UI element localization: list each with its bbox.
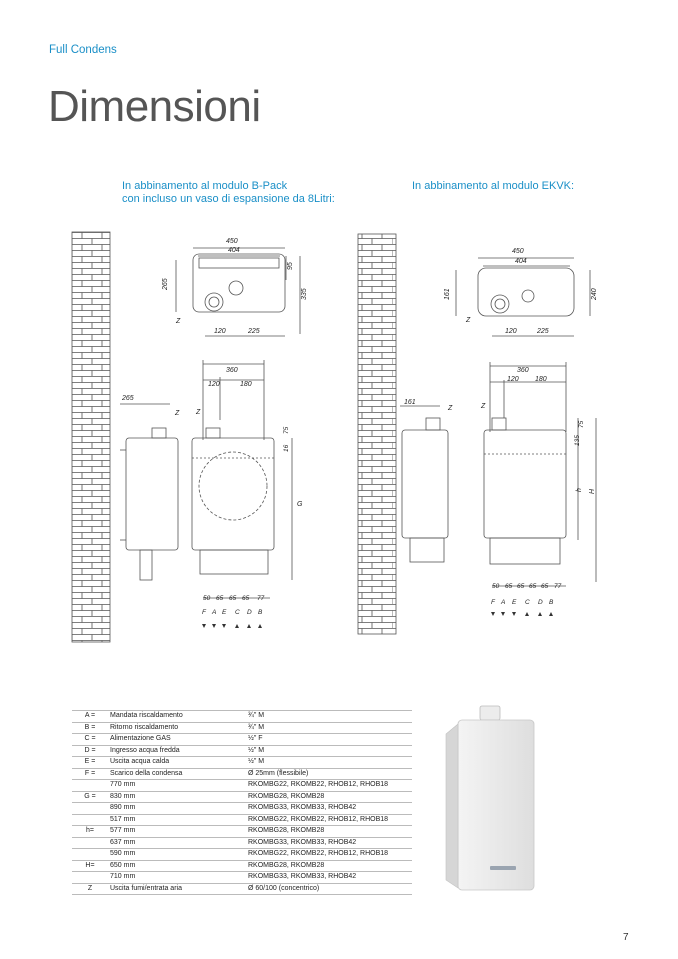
dim-r-bottom-3: 65 [517,583,525,590]
dim-bottom-3: 65 [229,595,237,602]
caption-ekvk: In abbinamento al modulo EKVK: [412,180,575,192]
table-cell: 890 mm [108,803,246,815]
brick-wall-right [358,234,396,634]
table-cell: RKOMBG28, RKOMB28 [246,826,412,838]
dim-75: 75 [283,426,290,434]
table-cell: H= [72,860,108,872]
dim-r-bottom-5: 65 [541,583,549,590]
page-number: 7 [623,932,629,943]
table-cell: 590 mm [108,849,246,861]
table-cell [72,814,108,826]
table-cell: E = [72,757,108,769]
left-diagram [72,232,308,642]
table-row [72,849,412,861]
dim-bottom-4: 65 [242,595,250,602]
table-cell: C = [72,734,108,746]
dim-top-b2: 225 [248,328,260,335]
conn-d: D [247,609,252,616]
table-row [72,872,412,884]
left-arrows [202,624,262,628]
conn-f: F [202,609,206,616]
table-cell [72,780,108,792]
dim-r-top-b2: 225 [537,328,549,335]
dim-r-75: 75 [578,420,585,428]
table-row [72,860,412,872]
caption-bpack-line2: con incluso un vaso di espansione da 8Litri: [122,193,335,205]
dim-top-w1: 450 [226,238,238,245]
left-front-view [192,360,292,598]
table-cell: RKOMBG28, RKOMB28 [246,791,412,803]
page-title: Dimensioni [48,82,261,131]
table-cell: F = [72,768,108,780]
dim-r-top-z: Z [466,317,471,324]
table-row [72,803,412,815]
table-cell: RKOMBG33, RKOMB33, RHOB42 [246,872,412,884]
dim-r-front-w1: 120 [507,376,519,383]
dim-r-bottom-6: 77 [554,583,562,590]
table-cell: Uscita acqua calda [108,757,246,769]
dim-top-w2: 404 [228,247,240,254]
dim-top-b1: 120 [214,328,226,335]
dim-bottom-1: 50 [203,595,211,602]
table-cell: ¾" M [246,711,412,723]
caption-bpack [122,180,335,206]
table-cell: 637 mm [108,837,246,849]
conn-r-c: C [525,599,530,606]
caption-bpack-line1: In abbinamento al modulo B-Pack [122,180,288,192]
dim-top-h3: 95 [287,262,294,270]
table-cell: Z [72,883,108,895]
dim-r-bottom-2: 65 [505,583,513,590]
table-cell: Alimentazione GAS [108,734,246,746]
left-top-view [176,248,300,336]
dim-r-135: 135 [574,435,581,446]
brick-wall-left [72,232,110,642]
dim-r-hh: H [589,488,596,494]
table-cell: ½" F [246,734,412,746]
table-cell: Mandata riscaldamento [108,711,246,723]
table-cell: 650 mm [108,860,246,872]
dim-front-w1: 120 [208,381,220,388]
table-row [72,757,412,769]
dim-r-side-z: Z [448,405,453,412]
dim-bottom-5: 77 [257,595,265,602]
right-top-view [456,258,590,336]
table-cell: G = [72,791,108,803]
table-cell [72,803,108,815]
table-cell: 517 mm [108,814,246,826]
table-row [72,826,412,838]
right-front-view [484,362,596,586]
dim-r-top-b1: 120 [505,328,517,335]
conn-b: B [258,609,263,616]
table-row [72,780,412,792]
dim-r-front-w2: 180 [535,376,547,383]
table-cell: RKOMBG33, RKOMB33, RHOB42 [246,803,412,815]
dim-r-front-w: 360 [517,367,529,374]
table-cell: Scarico della condensa [108,768,246,780]
table-cell: RKOMBG22, RKOMB22, RHOB12, RHOB18 [246,814,412,826]
table-cell: Ritorno riscaldamento [108,722,246,734]
table-cell [72,849,108,861]
right-diagram [358,234,598,634]
dim-r-top-w2: 404 [515,258,527,265]
dim-bottom-2: 65 [216,595,224,602]
conn-r-e: E [512,599,517,606]
table-cell: Ingresso acqua fredda [108,745,246,757]
table-cell: Ø 60/100 (concentrico) [246,883,412,895]
dim-r-top-h1: 161 [444,288,451,300]
table-cell: RKOMBG33, RKOMB33, RHOB42 [246,837,412,849]
conn-e: E [222,609,227,616]
conn-a: A [212,609,217,616]
table-cell: ½" M [246,745,412,757]
table-cell: RKOMBG22, RKOMB22, RHOB12, RHOB18 [246,849,412,861]
conn-r-a: A [501,599,506,606]
dim-top-h2: 335 [301,288,308,300]
table-row [72,814,412,826]
table-cell: ¾" M [246,722,412,734]
dim-r-h: h [576,488,583,492]
table-cell: h= [72,826,108,838]
dim-side: 265 [122,395,134,402]
table-cell: 830 mm [108,791,246,803]
table-row [72,768,412,780]
table-row [72,837,412,849]
right-arrows [491,612,553,616]
dim-r-bottom-4: 65 [529,583,537,590]
left-side-view [120,404,178,580]
table-row [72,883,412,895]
table-cell: A = [72,711,108,723]
dim-front-z: Z [196,409,201,416]
section-label: Full Condens [49,44,117,56]
table-row [72,734,412,746]
conn-r-d: D [538,599,543,606]
spec-table [72,710,412,895]
table-cell: RKOMBG28, RKOMB28 [246,860,412,872]
brand-logo [490,866,516,870]
table-row [72,711,412,723]
table-cell [72,872,108,884]
table-cell: Uscita fumi/entrata aria [108,883,246,895]
table-cell: D = [72,745,108,757]
table-cell [72,837,108,849]
table-row [72,791,412,803]
dimension-diagrams [0,225,678,650]
dim-r-side: 161 [404,399,416,406]
table-cell: B = [72,722,108,734]
dim-16: 16 [283,444,290,452]
dim-r-bottom-1: 50 [492,583,500,590]
conn-r-b: B [549,599,554,606]
table-cell: 710 mm [108,872,246,884]
dim-side-z: Z [175,410,180,417]
dim-r-front-z: Z [481,403,486,410]
table-row [72,745,412,757]
dim-front-w: 360 [226,367,238,374]
table-cell: 577 mm [108,826,246,838]
dim-r-top-w1: 450 [512,248,524,255]
table-cell: 770 mm [108,780,246,792]
dim-g: G [297,501,303,508]
conn-r-f: F [491,599,495,606]
dim-front-w2: 180 [240,381,252,388]
dim-top-h1: 265 [162,278,169,290]
dim-r-top-h2: 240 [591,288,598,300]
boiler-photo [440,700,560,895]
table-cell: RKOMBG22, RKOMB22, RHOB12, RHOB18 [246,780,412,792]
table-cell: Ø 25mm (flessibile) [246,768,412,780]
dim-top-z: Z [176,318,181,325]
right-side-view [400,406,448,562]
table-row [72,722,412,734]
conn-c: C [235,609,240,616]
table-cell: ½" M [246,757,412,769]
